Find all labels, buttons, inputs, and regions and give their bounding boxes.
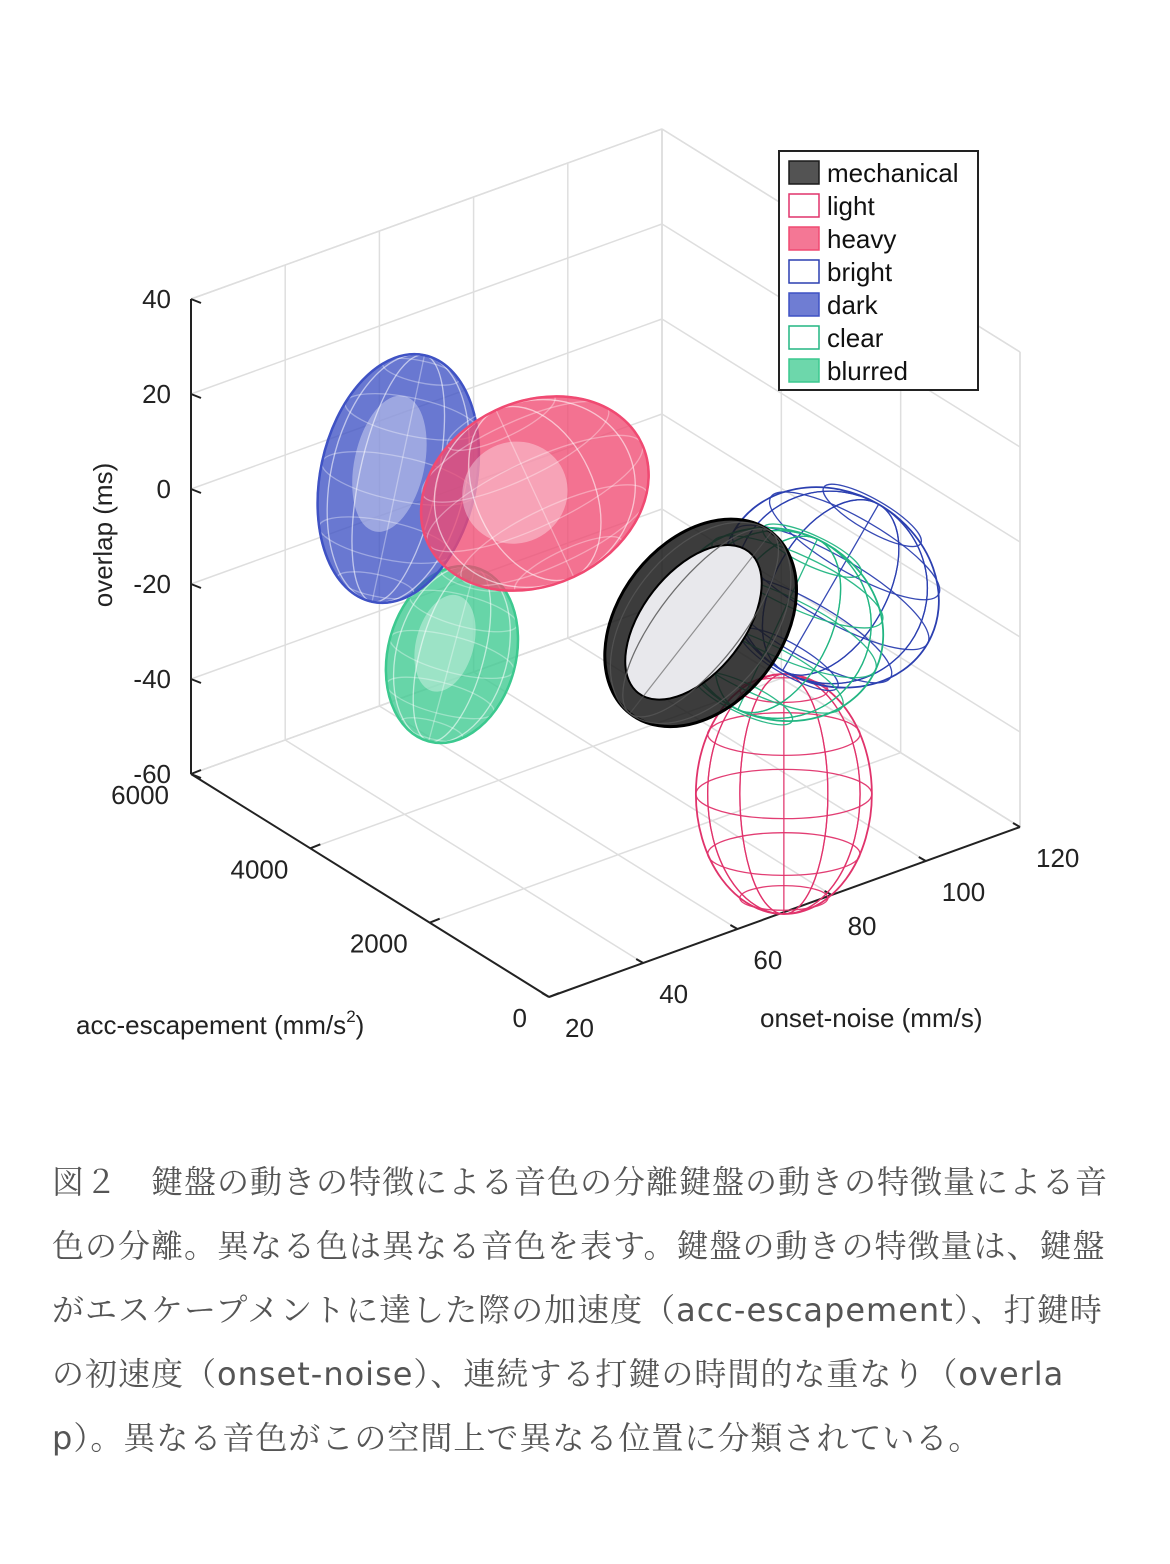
legend-swatch <box>789 227 819 250</box>
x-axis-label-end: ) <box>355 1010 365 1040</box>
x-axis-label-sup: 2 <box>346 1007 356 1026</box>
x-axis-label <box>76 1007 364 1040</box>
z-tick-label: -40 <box>133 664 171 694</box>
legend <box>779 151 978 390</box>
z-tick-label: -60 <box>133 759 171 789</box>
y-axis-label: onset-noise (mm/s) <box>760 1003 983 1033</box>
y-tick-label: 120 <box>1036 843 1080 873</box>
y-tick-label: 60 <box>753 945 783 975</box>
y-tick-label: 100 <box>941 877 986 907</box>
z-axis-label: overlap (ms) <box>88 462 118 608</box>
legend-swatch <box>789 194 819 217</box>
z-tick-label: -20 <box>133 569 171 599</box>
legend-swatch <box>789 260 819 283</box>
legend-label: bright <box>827 257 893 287</box>
legend-item-blurred <box>789 356 908 386</box>
y-tick-label: 20 <box>565 1013 594 1043</box>
y-tick-label: 80 <box>847 911 877 941</box>
legend-swatch <box>789 359 819 382</box>
legend-item-mechanical <box>789 158 959 188</box>
data-shapes <box>296 339 977 914</box>
figure-caption: 図２ 鍵盤の動きの特徴による音色の分離鍵盤の動きの特徴量による音色の分離。異なる色は異なる音色を表す。鍵盤の動きの特徴量は、鍵盤がエスケープメントに達した際の加速度（acc-escapement）、打鍵時の初速度（onset-noise）、連続する打鍵の時間的な重なり（overlap）。異なる音色がこの空間上で異なる位置に分類されている。 <box>52 1163 1109 1457</box>
legend-item-dark <box>789 290 879 320</box>
x-axis-label-main: acc-escapement (mm/s <box>76 1010 347 1040</box>
x-tick-label: 2000 <box>349 928 408 959</box>
x-tick-label: 4000 <box>230 854 289 885</box>
x-tick-label: 6000 <box>111 780 169 810</box>
legend-item-clear <box>789 323 884 353</box>
legend-label: light <box>827 191 875 221</box>
tick-labels <box>111 284 1079 1043</box>
legend-item-bright <box>789 257 893 287</box>
legend-item-heavy <box>789 224 896 254</box>
legend-label: mechanical <box>827 158 959 188</box>
legend-label: heavy <box>827 224 897 254</box>
z-tick-label: 0 <box>156 474 171 504</box>
y-tick-label: 40 <box>659 979 689 1009</box>
legend-item-light <box>789 191 875 221</box>
legend-label: clear <box>827 323 884 353</box>
z-tick-label: 20 <box>142 379 171 409</box>
x-tick-label: 0 <box>512 1003 527 1033</box>
z-tick-label: 40 <box>142 284 171 314</box>
legend-swatch <box>789 161 819 184</box>
legend-label: dark <box>827 290 878 320</box>
legend-swatch <box>789 293 819 316</box>
legend-swatch <box>789 326 819 349</box>
legend-label: blurred <box>827 356 908 386</box>
